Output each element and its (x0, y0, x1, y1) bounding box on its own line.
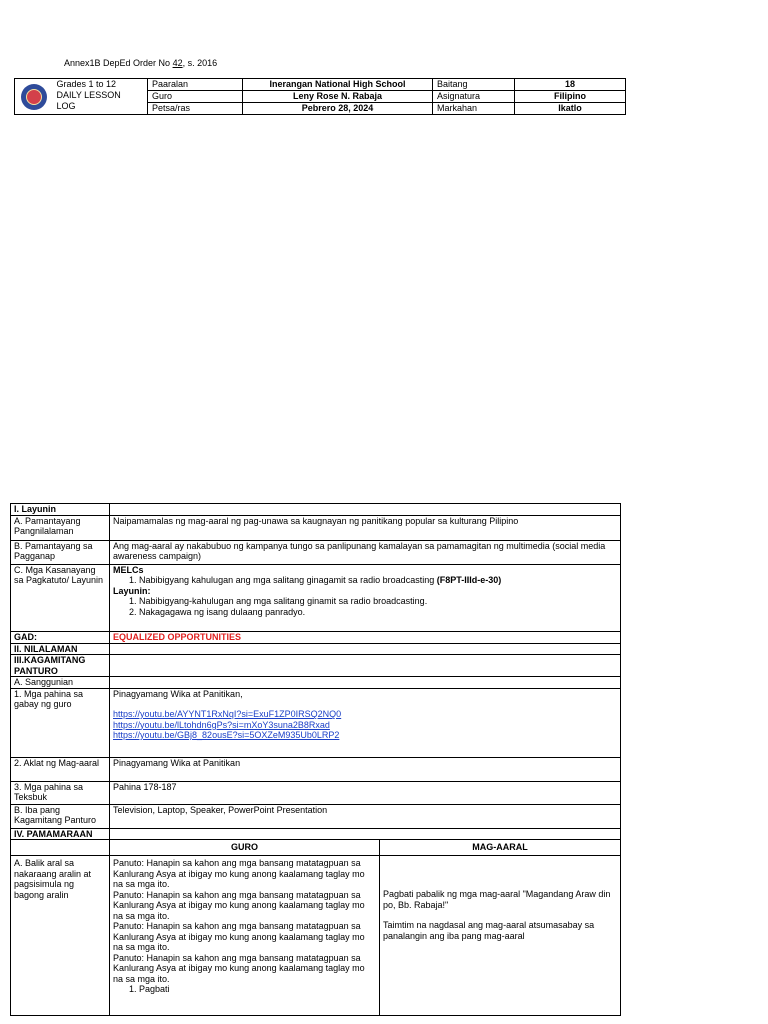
grades-label: Grades 1 to 12 DAILY LESSON LOG (53, 79, 148, 115)
aklat-text: Pinagyamang Wika at Panitikan (110, 757, 621, 781)
iba-text: Television, Laptop, Speaker, PowerPoint Presentation (110, 804, 621, 828)
kasanayan-label: C. Mga Kasanayang sa Pagkatuto/ Layunin (11, 564, 110, 631)
pahina-guro-content: Pinagyamang Wika at Panitikan, https://youtu.be/AYYNT1RxNqI?si=ExuF1ZP0IRSQ2NQ0 https://youtu.be/lLtohdn6gPs?si=mXoY3suna2B8Rxad https://youtu.be/GBj8_82ousE?si=5OXZeM935Ub0LRP2 (110, 688, 621, 757)
section-pamamaraan: IV. PAMAMARAAN (11, 828, 110, 840)
gad-label: GAD: (11, 631, 110, 643)
annex-reference: Annex1B DepEd Order No 42, s. 2016 (64, 58, 218, 68)
value-markahan: Ikatlo (515, 103, 626, 115)
pagganap-label: B. Pamantayang sa Pagganap (11, 540, 110, 564)
youtube-link-3[interactable]: https://youtu.be/GBj8_82ousE?si=5OXZeM935Ub0LRP2 (113, 730, 340, 740)
value-paaralan: Inerangan National High School (243, 79, 433, 91)
guro-activity: Panuto: Hanapin sa kahon ang mga bansang matatagpuan sa Kanlurang Asya at ibigay mo kung anong kaalamang taglay mo na sa mga ito. Panuto: Hanapin sa kahon ang mga bansang matatagpuan sa Kanlurang Asya at ibigay mo kung anong kaalamang taglay mo na sa mga ito. Panuto: Hanapin sa kahon ang mga bansang matatagpuan sa Kanlurang Asya at ibigay mo kung anong kaalamang taglay mo na sa mga ito. Panuto: Hanapin sa kahon ang mga bansang matatagpuan sa Kanlurang Asya at ibigay mo kung anong kaalamang taglay mo na sa mga ito. 1. Pagbati (110, 856, 380, 1016)
section-layunin: I. Layunin (11, 504, 110, 516)
section-nilalaman: II. NILALAMAN (11, 643, 110, 655)
value-petsa: Pebrero 28, 2024 (243, 103, 433, 115)
label-petsa: Petsa/ras (148, 103, 243, 115)
label-paaralan: Paaralan (148, 79, 243, 91)
guro-column-header: GURO (110, 840, 380, 856)
kasanayan-content: MELCs 1. Nabibigyang kahulugan ang mga salitang ginagamit sa radio broadcasting (F8PT-IIId-e-30) Layunin: 1. Nabibigyang-kahulugan ang mga salitang ginamit sa radio broadcasting. 2. Nakagagawa ng isang dulaang panradyo. (110, 564, 621, 631)
teksbuk-text: Pahina 178-187 (110, 781, 621, 804)
header-table (14, 78, 626, 115)
teksbuk-label: 3. Mga pahina sa Teksbuk (11, 781, 110, 804)
pamantayang-label: A. Pamantayang Pangnilalaman (11, 515, 110, 540)
mag-aaral-column-header: MAG-AARAL (380, 840, 621, 856)
gad-value: EQUALIZED OPPORTUNITIES (110, 631, 621, 643)
order-number: 42 (172, 58, 183, 68)
value-baitang: 18 (515, 79, 626, 91)
value-guro: Leny Rose N. Rabaja (243, 91, 433, 103)
youtube-link-2[interactable]: https://youtu.be/lLtohdn6gPs?si=mXoY3suna2B8Rxad (113, 719, 330, 730)
deped-seal-cell (15, 79, 53, 115)
value-asignatura: Filipino (515, 91, 626, 103)
balik-aral-label: A. Balik aral sa nakaraang aralin at pagsisimula ng bagong aralin (11, 856, 110, 1016)
pahina-guro-label: 1. Mga pahina sa gabay ng guro (11, 688, 110, 757)
section-kagamitan: III.KAGAMITANG PANTURO (11, 655, 110, 677)
label-baitang: Baitang (433, 79, 515, 91)
pagganap-text: Ang mag-aaral ay nakabubuo ng kampanya tungo sa panlipunang kamalayan sa pamamagitan ng multimedia (social media awareness campaign) (110, 540, 621, 564)
aklat-label: 2. Aklat ng Mag-aaral (11, 757, 110, 781)
lesson-table (10, 503, 621, 1016)
sanggunian-label: A. Sanggunian (11, 677, 110, 689)
mag-aaral-activity: Pagbati pabalik ng mga mag-aaral "Magandang Araw din po, Bb. Rabaja!" Taimtim na nagdasal ang mag-aaral atsumasabay sa panalangin ang iba pang mag-aaral (380, 856, 621, 1016)
label-guro: Guro (148, 91, 243, 103)
youtube-link-1[interactable]: https://youtu.be/AYYNT1RxNqI?si=ExuF1ZP0IRSQ2NQ0 (113, 709, 342, 719)
label-asignatura: Asignatura (433, 91, 515, 103)
pamantayang-text: Naipamamalas ng mag-aaral ng pag-unawa sa kaugnayan ng panitikang popular sa kulturang Pilipino (110, 515, 621, 540)
label-markahan: Markahan (433, 103, 515, 115)
deped-seal-icon (21, 84, 47, 110)
iba-label: B. Iba pang Kagamitang Panturo (11, 804, 110, 828)
